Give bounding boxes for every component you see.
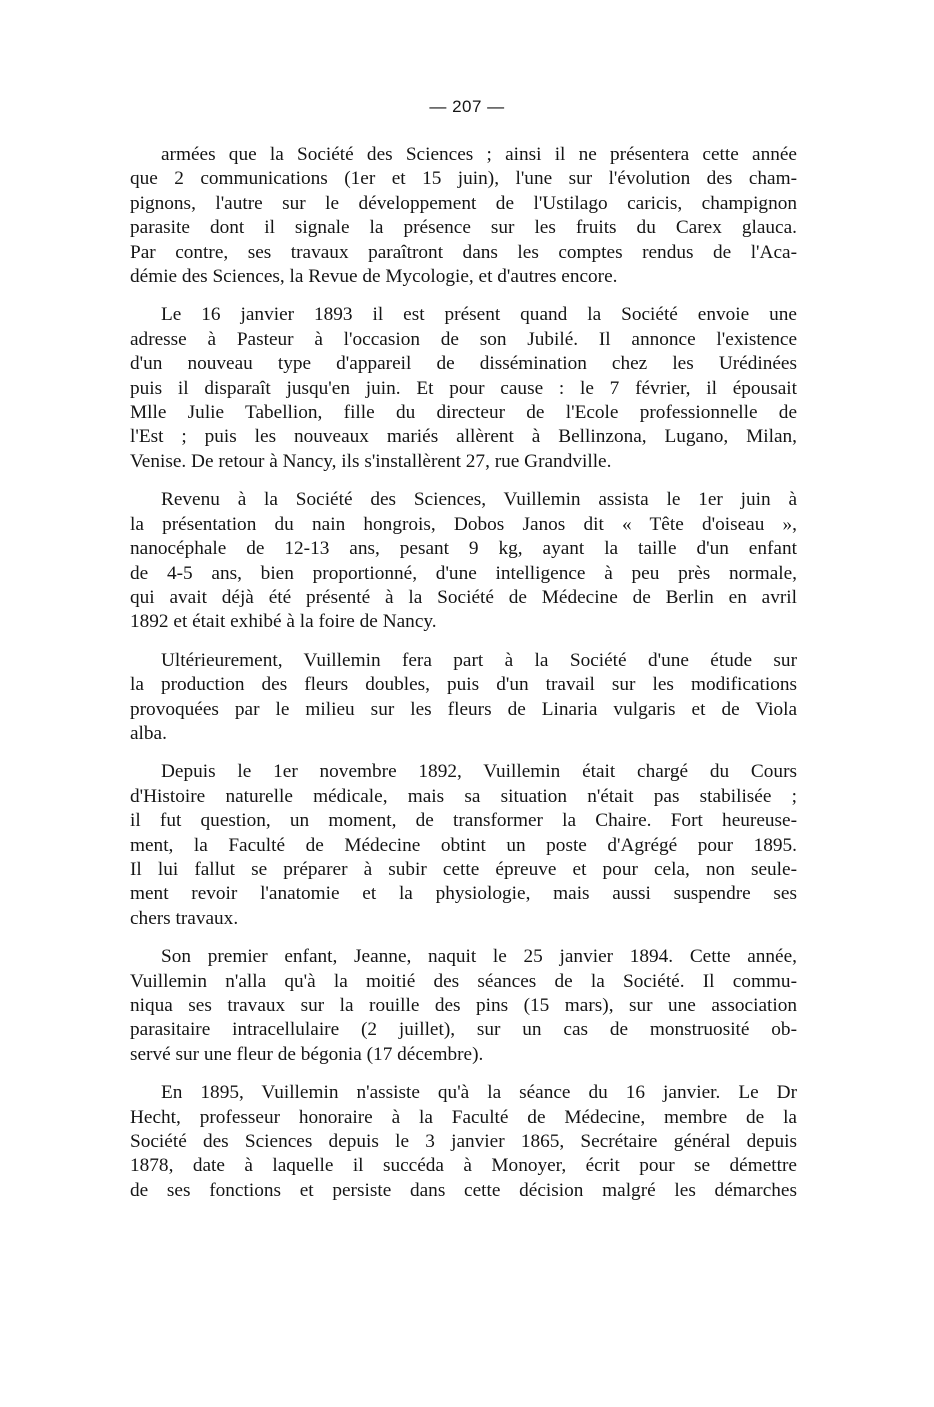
text-line: niqua ses travaux sur la rouille des pins (15 mars), sur une association — [130, 995, 797, 1016]
text-line: Le 16 janvier 1893 il est présent quand la Société envoie une — [161, 304, 797, 326]
text-line: d'Histoire naturelle médicale, mais sa situation n'était pas stabilisée ; — [130, 785, 797, 807]
text-line: ment revoir l'anatomie et la physiologie, mais aussi suspendre ses — [130, 883, 797, 905]
paragraph — [130, 649, 797, 747]
text-line: d'un nouveau type d'appareil de dissémination chez les Urédinées — [130, 353, 797, 375]
text-line: provoquées par le milieu sur les fleurs de Linaria vulgaris et de Viola — [130, 698, 797, 720]
text-line: servé sur une fleur de bégonia (17 décembre). — [130, 1043, 484, 1065]
page-number: — 207 — — [429, 97, 505, 116]
text-line: la production des fleurs doubles, puis d'un travail sur les modifications — [130, 674, 797, 696]
text-line: Par contre, ses travaux paraîtront dans les comptes rendus de l'Aca- — [130, 241, 797, 263]
text-line: Mlle Julie Tabellion, fille du directeur de l'Ecole professionnelle de — [130, 402, 797, 424]
paragraph — [130, 488, 797, 634]
body-text — [130, 143, 797, 1217]
text-line: alba. — [130, 722, 167, 744]
text-line: adresse à Pasteur à l'occasion de son Jubilé. Il annonce l'existence — [130, 328, 797, 350]
text-line: 1892 et était exhibé à la foire de Nancy. — [130, 611, 437, 633]
text-line: Il lui fallut se préparer à subir cette épreuve et pour cela, non seule- — [130, 858, 797, 880]
text-line: nanocéphale de 12-13 ans, pesant 9 kg, ayant la taille d'un enfant — [130, 538, 797, 560]
text-line: il fut question, un moment, de transformer la Chaire. Fort heureuse- — [130, 810, 797, 832]
text-line: Vuillemin n'alla qu'à la moitié des séances de la Société. Il commu- — [130, 970, 797, 992]
text-line: En 1895, Vuillemin n'assiste qu'à la séance du 16 janvier. Le Dr — [161, 1082, 797, 1104]
text-line: la présentation du nain hongrois, Dobos Janos dit « Tête d'oiseau », — [130, 513, 797, 535]
text-line: ment, la Faculté de Médecine obtint un poste d'Agrégé pour 1895. — [130, 834, 797, 856]
paragraph — [130, 143, 797, 289]
text-line: Hecht, professeur honoraire à la Faculté de Médecine, membre de la — [130, 1106, 797, 1128]
text-line: 1878, date à laquelle il succéda à Monoyer, écrit pour se démettre — [130, 1155, 797, 1177]
text-line: l'Est ; puis les nouveaux mariés allèrent à Bellinzona, Lugano, Milan, — [130, 426, 797, 448]
text-line: Société des Sciences depuis le 3 janvier 1865, Secrétaire général depuis — [130, 1131, 797, 1153]
text-line: parasitaire intracellulaire (2 juillet), sur un cas de monstruosité ob- — [130, 1019, 797, 1041]
paragraph — [130, 760, 797, 931]
text-line: Revenu à la Société des Sciences, Vuillemin assista le 1er juin à — [161, 489, 797, 511]
text-line: que 2 communications (1er et 15 juin), l'une sur l'évolution des cham- — [130, 168, 797, 190]
paragraph — [130, 303, 797, 474]
text-line: pignons, l'autre sur le développement de l'Ustilago caricis, champignon — [130, 192, 797, 214]
text-line: Venise. De retour à Nancy, ils s'installèrent 27, rue Grandville. — [130, 450, 612, 472]
text-line: Son premier enfant, Jeanne, naquit le 25 janvier 1894. Cette année, — [161, 946, 797, 968]
text-line: armées que la Société des Sciences ; ainsi il ne présentera cette année — [161, 144, 797, 165]
text-line: puis il disparaît jusqu'en juin. Et pour cause : le 7 février, il épousait — [130, 377, 797, 399]
paragraph — [130, 1081, 797, 1203]
text-line: démie des Sciences, la Revue de Mycologie, et d'autres encore. — [130, 266, 618, 288]
text-line: de ses fonctions et persiste dans cette décision malgré les démarches — [130, 1179, 797, 1201]
text-line: Depuis le 1er novembre 1892, Vuillemin était chargé du Cours — [161, 761, 797, 783]
text-line: parasite dont il signale la présence sur les fruits du Carex glauca. — [130, 217, 797, 239]
paragraph — [130, 945, 797, 1067]
text-line: chers travaux. — [130, 907, 239, 929]
text-line: qui avait déjà été présenté à la Société de Médecine de Berlin en avril — [130, 586, 797, 608]
text-line: de 4-5 ans, bien proportionné, d'une intelligence à peu près normale, — [130, 562, 797, 584]
text-line: Ultérieurement, Vuillemin fera part à la Société d'une étude sur — [161, 649, 797, 671]
